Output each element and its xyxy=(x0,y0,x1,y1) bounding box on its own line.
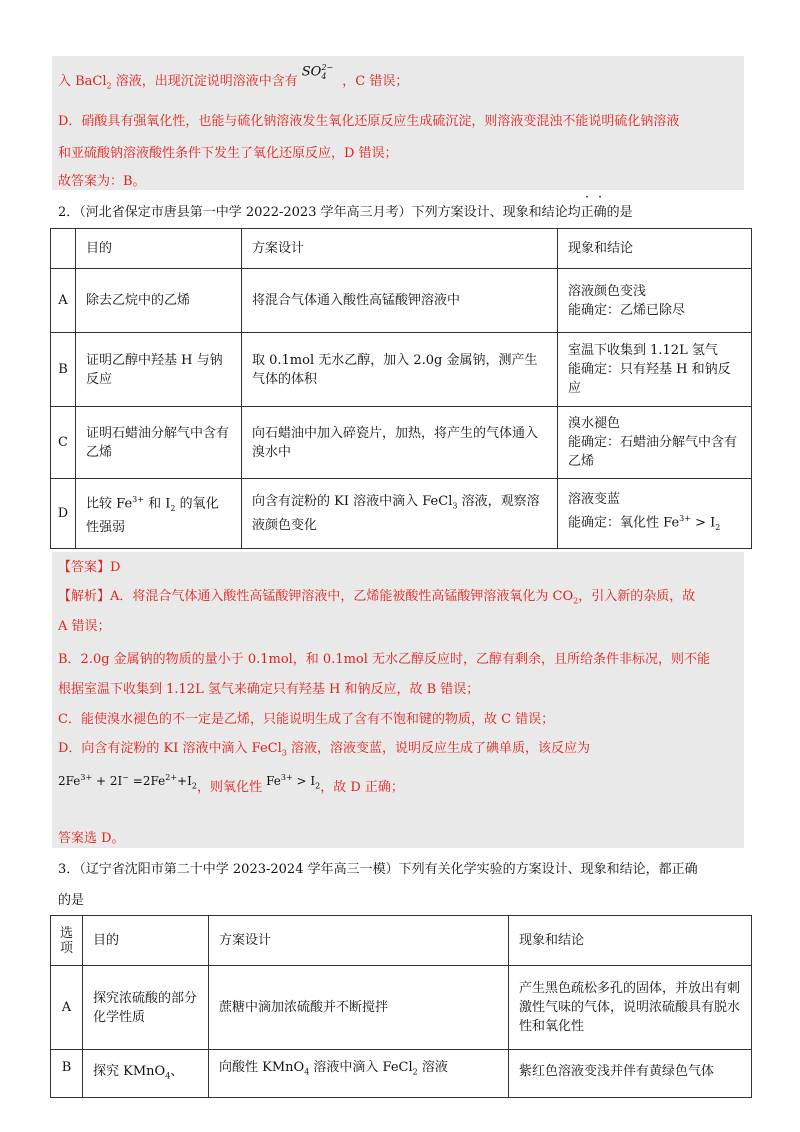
text: ，故 D 正确； xyxy=(320,780,404,795)
result-line: 溶液颜色变浅 xyxy=(568,283,647,299)
text: 入 BaCl xyxy=(58,74,107,89)
subscript: 4 xyxy=(165,1071,171,1081)
q2-table xyxy=(50,228,752,549)
superscript: − xyxy=(122,773,129,782)
result-cell xyxy=(558,407,752,479)
subscript: 2 xyxy=(106,81,112,91)
sulfate-formula xyxy=(302,63,338,81)
row-label: C xyxy=(51,407,76,479)
text: A．将混合气体通入酸性高锰酸钾溶液中，乙烯能被酸性高锰酸钾溶液氧化为 CO xyxy=(110,589,574,604)
result-cell xyxy=(558,269,752,333)
design-cell: 向石蜡油中加入碎瓷片，加热，将产生的气体通入溴水中 xyxy=(242,407,558,479)
purpose-cell xyxy=(76,479,242,549)
q2-final-answer: 答案选 D。 xyxy=(58,831,125,846)
text: =2Fe xyxy=(128,774,166,788)
text: > I xyxy=(292,774,316,788)
design-cell: 将混合气体通入酸性高锰酸钾溶液中 xyxy=(242,269,558,333)
purpose-cell xyxy=(83,1050,209,1098)
q3-table xyxy=(50,915,752,1098)
text: SO xyxy=(301,64,322,79)
text: ，则氧化性 xyxy=(196,780,267,795)
superscript: 3+ xyxy=(679,514,691,524)
purpose-cell: 证明乙醇中羟基 H 与钠反应 xyxy=(76,333,242,407)
text: 2．（河北省保定市唐县第一中学 2022-2023 学年高三月考）下列方案设计、现象和结论均 xyxy=(58,205,581,220)
emphasis-char: 确 xyxy=(593,205,607,220)
q1-analysis-line-1 xyxy=(58,62,409,91)
header-cell: 目的 xyxy=(76,229,242,269)
subscript: 3 xyxy=(281,748,287,758)
q1-answer: 故答案为：B。 xyxy=(58,174,146,189)
header-cell: 方案设计 xyxy=(209,916,509,966)
text: 的是 xyxy=(606,205,633,220)
answer-label: 【答案】 xyxy=(58,560,111,575)
result-line xyxy=(568,509,741,537)
row-label: D xyxy=(51,479,76,549)
q2-analysis-a-cont: A 错误； xyxy=(58,619,111,634)
text: ，引入新的杂质，故 xyxy=(578,589,696,604)
q3-title: 3．（辽宁省沈阳市第二十中学 2023-2024 学年高三一模）下列有关化学实验的方案设计、现象和结论，都正确 xyxy=(58,862,698,877)
table-header-row xyxy=(51,916,752,966)
header-cell: 现象和结论 xyxy=(509,916,752,966)
result-line: 能确定：石蜡油分解气中含有乙烯 xyxy=(568,435,738,469)
q2-analysis-b: B．2.0g 金属钠的物质的量小于 0.1mol，和 0.1mol 无水乙醇反应时，乙醇有剩余，且所给条件非标况，则不能 xyxy=(58,652,711,667)
table-row xyxy=(51,333,752,407)
superscript: 3+ xyxy=(80,773,93,782)
text: 的氧化性强弱 xyxy=(86,496,219,535)
header-cell xyxy=(51,229,76,269)
table-row xyxy=(51,1050,752,1098)
answer-value: D xyxy=(110,560,121,575)
q2-answer xyxy=(58,556,120,575)
text: Fe xyxy=(266,774,281,788)
q2-title xyxy=(58,201,633,220)
result-cell: 产生黑色疏松多孔的固体，并放出有刺激性气味的气体，说明浓硫酸具有脱水性和氧化性 xyxy=(509,966,752,1050)
superscript: 2− xyxy=(321,62,334,72)
superscript: 3+ xyxy=(280,773,293,782)
header-cell: 目的 xyxy=(83,916,209,966)
text: 向酸性 KMnO xyxy=(219,1060,305,1075)
purpose-cell: 除去乙烷中的乙烯 xyxy=(76,269,242,333)
subscript: 2 xyxy=(170,503,176,513)
analysis-label: 【解析】 xyxy=(58,589,111,604)
text: +I xyxy=(177,774,192,788)
result-cell xyxy=(558,479,752,549)
superscript: 2+ xyxy=(165,773,178,782)
equation xyxy=(58,773,197,791)
text: + 2I xyxy=(92,774,123,788)
text: 溶液中滴入 FeCl xyxy=(309,1060,413,1075)
design-cell xyxy=(209,1050,509,1098)
result-cell: 紫红色溶液变浅并伴有黄绿色气体 xyxy=(509,1050,752,1098)
subscript: 4 xyxy=(304,1067,310,1077)
q2-analysis-a xyxy=(58,585,695,606)
superscript: 3+ xyxy=(132,495,144,505)
text: 、 xyxy=(170,1064,184,1079)
subscript: 4 xyxy=(321,71,327,81)
emphasis-char: 正 xyxy=(580,205,594,220)
header-cell: 选项 xyxy=(51,916,83,966)
text: 2Fe xyxy=(58,774,81,788)
header-cell: 方案设计 xyxy=(242,229,558,269)
q2-analysis-c: C．能使溴水褪色的不一定是乙烯，只能说明生成了含有不饱和键的物质，故 C 错误； xyxy=(58,712,555,727)
text: 溶液，观察溶液颜色变化 xyxy=(252,494,540,533)
result-line: 室温下收集到 1.12L 氢气 xyxy=(568,343,718,358)
row-label: A xyxy=(51,269,76,333)
row-label: B xyxy=(51,1050,83,1098)
q3-title-cont: 的是 xyxy=(58,893,85,908)
subscript: 2 xyxy=(412,1067,418,1077)
equation xyxy=(266,773,321,791)
text: 溶液，出现沉淀说明溶液中含有 xyxy=(111,74,298,89)
text: 能确定：氧化性 Fe xyxy=(568,515,680,531)
design-cell xyxy=(242,479,558,549)
text: > I xyxy=(690,515,716,531)
result-line: 能确定：只有羟基 H 和钠反应 xyxy=(568,362,731,396)
table-row xyxy=(51,966,752,1050)
purpose-cell: 探究浓硫酸的部分化学性质 xyxy=(83,966,209,1050)
text: ，C 错误； xyxy=(342,74,409,89)
q2-analysis-equation xyxy=(58,773,404,796)
subscript: 2 xyxy=(715,522,721,532)
design-cell: 取 0.1mol 无水乙醇，加入 2.0g 金属钠，测产生气体的体积 xyxy=(242,333,558,407)
result-cell xyxy=(558,333,752,407)
design-cell: 蔗糖中滴加浓硫酸并不断搅拌 xyxy=(209,966,509,1050)
result-line: 溴水褪色 xyxy=(568,416,621,431)
table-row xyxy=(51,407,752,479)
table-row xyxy=(51,479,752,549)
table-header-row xyxy=(51,229,752,269)
row-label: B xyxy=(51,333,76,407)
text: 比较 Fe xyxy=(86,496,133,512)
q2-analysis-d xyxy=(58,737,590,758)
subscript: 3 xyxy=(452,501,458,511)
row-label: A xyxy=(51,966,83,1050)
table-row xyxy=(51,269,752,333)
result-line: 能确定：乙烯已除尽 xyxy=(568,302,686,318)
subscript: 2 xyxy=(191,781,197,791)
result-line: 溶液变蓝 xyxy=(568,492,621,508)
text: 和 I xyxy=(143,496,171,512)
q1-analysis-line-2: D．硝酸具有强氧化性，也能与硫化钠溶液发生氧化还原反应生成硫沉淀，则溶液变混浊不能说明硫化钠溶液 xyxy=(58,114,680,129)
q1-analysis-line-3: 和亚硫酸钠溶液酸性条件下发生了氧化还原反应，D 错误； xyxy=(58,146,398,161)
subscript: 2 xyxy=(315,781,321,791)
purpose-cell: 证明石蜡油分解气中含有乙烯 xyxy=(76,407,242,479)
text: 向含有淀粉的 KI 溶液中滴入 FeCl xyxy=(252,494,453,510)
text: 溶液，溶液变蓝，说明反应生成了碘单质，该反应为 xyxy=(286,741,591,756)
text: 探究 KMnO xyxy=(93,1064,166,1079)
subscript: 2 xyxy=(573,596,579,606)
text: D．向含有淀粉的 KI 溶液中滴入 FeCl xyxy=(58,741,282,756)
text: 溶液 xyxy=(417,1060,448,1075)
q2-analysis-b-cont: 根据室温下收集到 1.12L 氢气来确定只有羟基 H 和钠反应，故 B 错误； xyxy=(58,682,480,697)
header-cell: 现象和结论 xyxy=(558,229,752,269)
